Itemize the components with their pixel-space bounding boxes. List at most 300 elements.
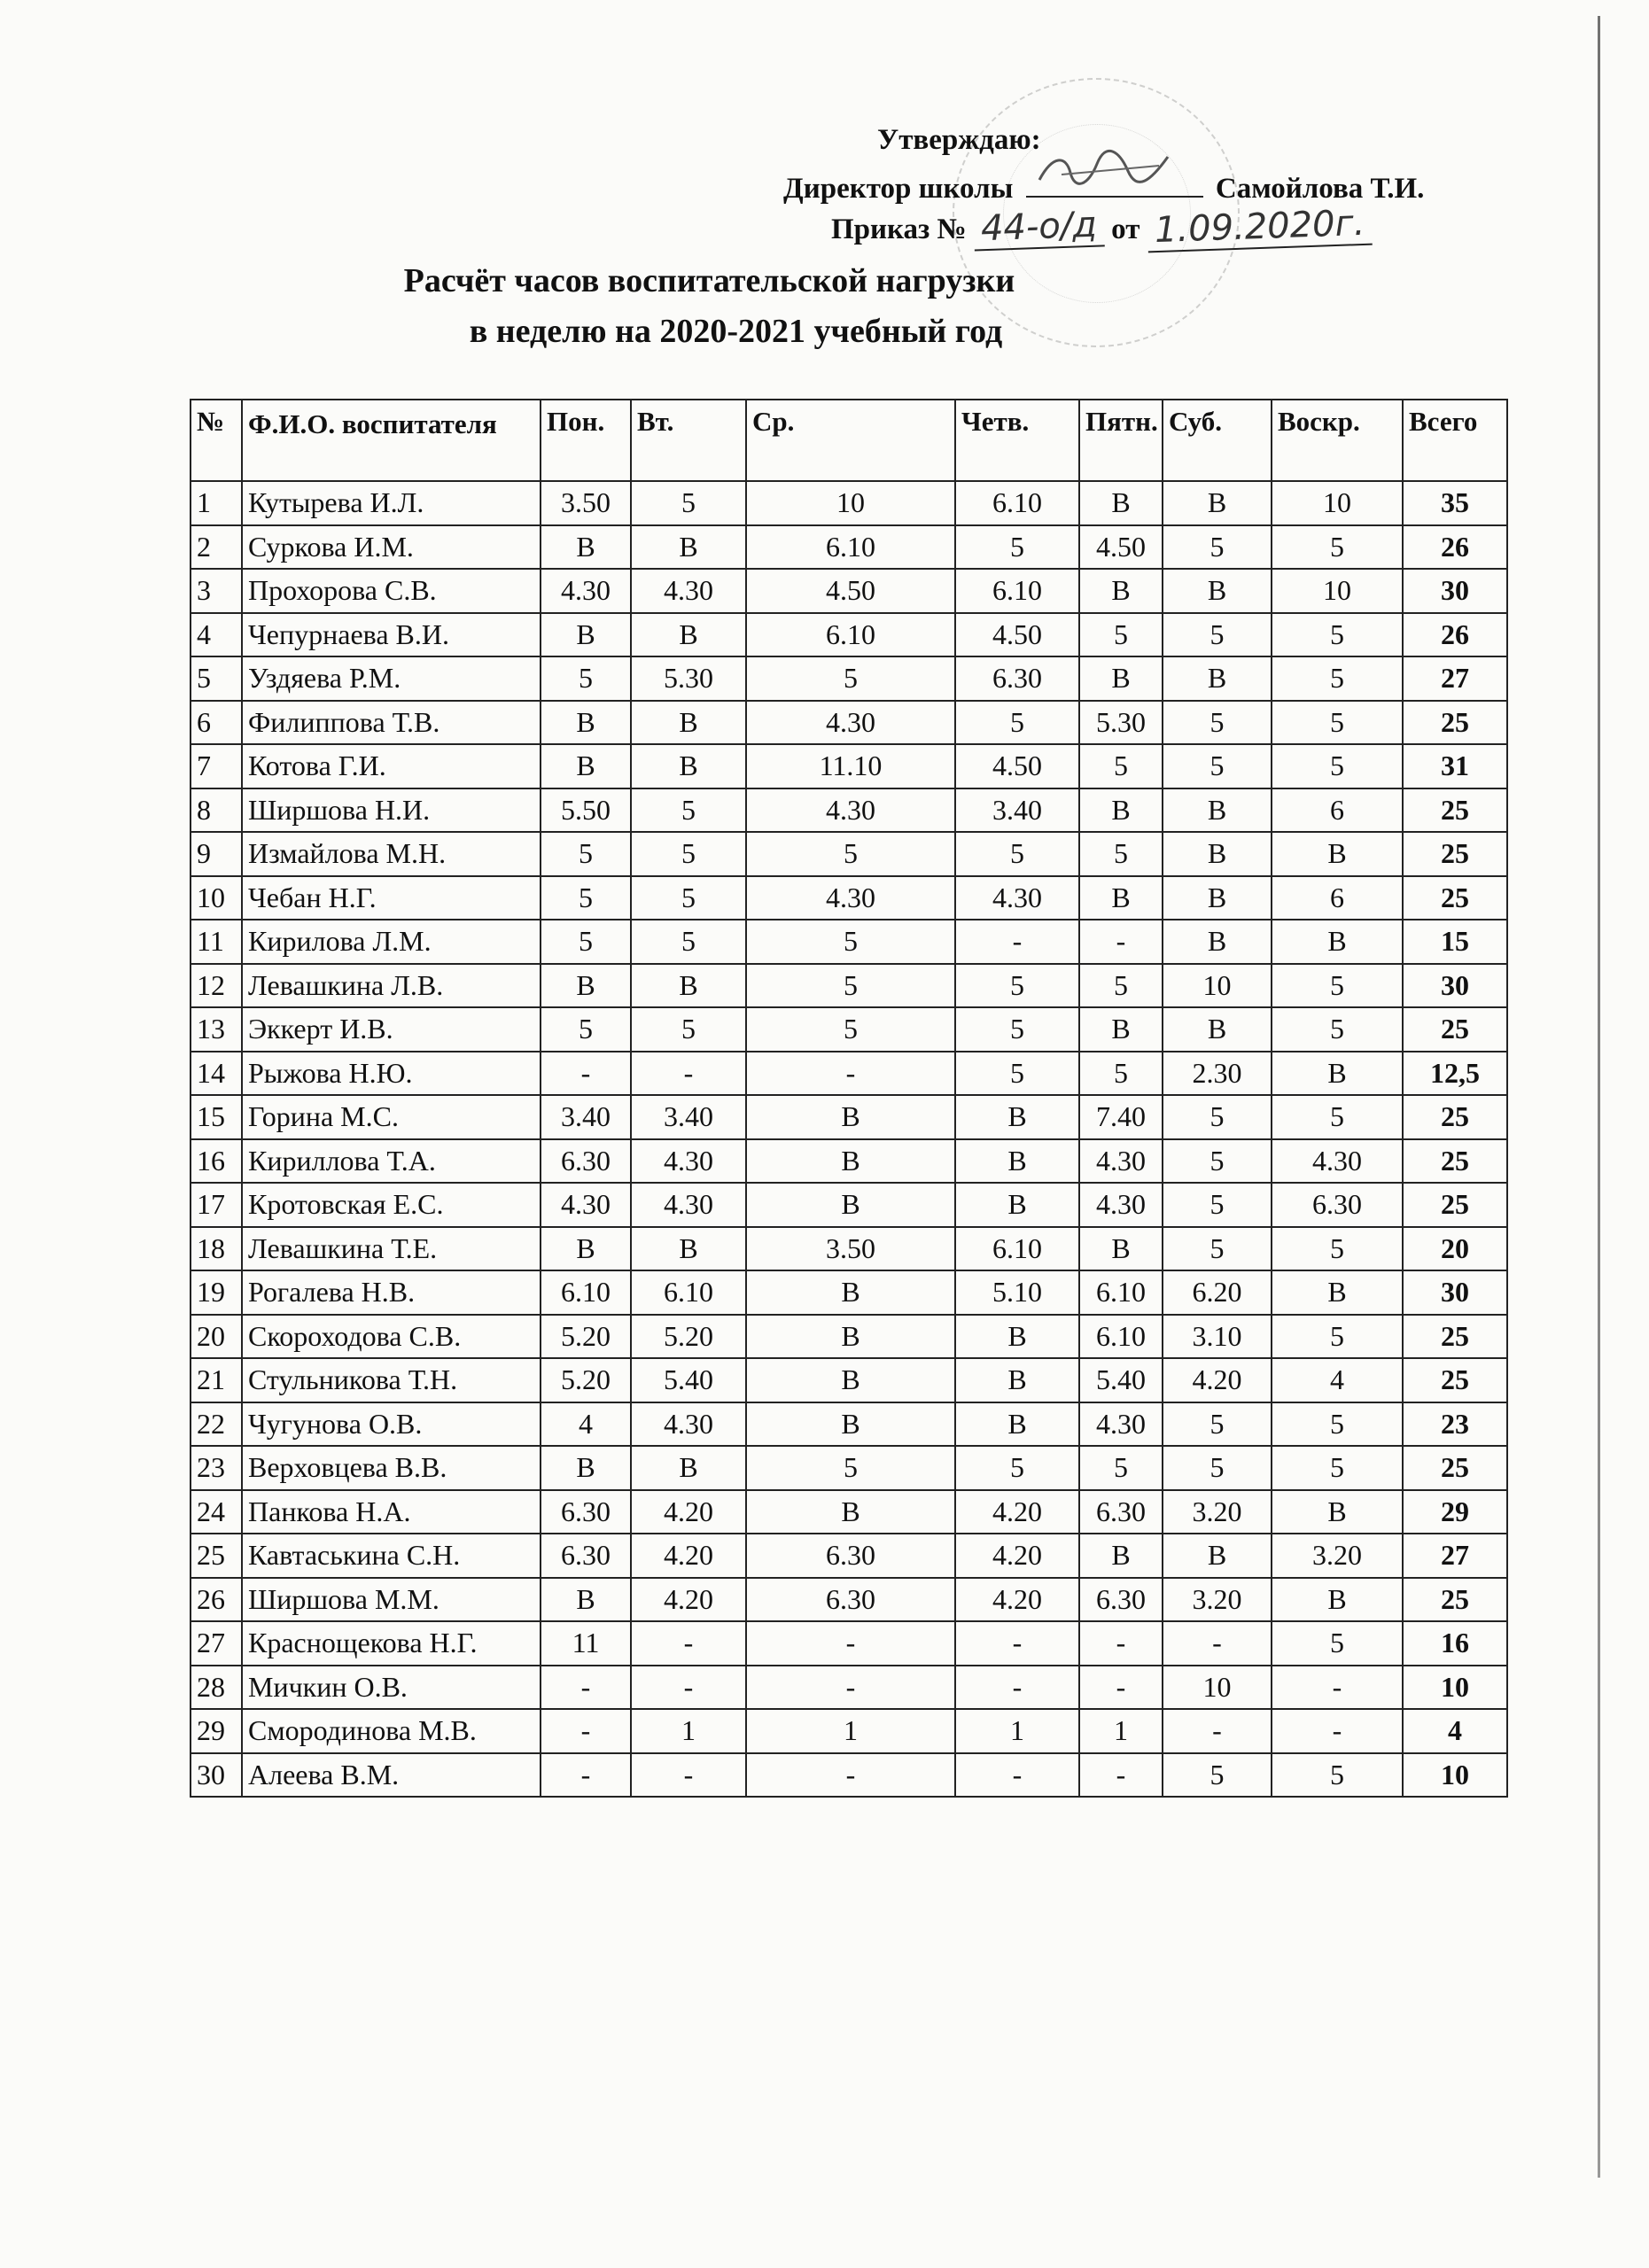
teacher-name: Алеева В.М. xyxy=(242,1753,541,1798)
teacher-name: Левашкина Л.В. xyxy=(242,964,541,1008)
header-name: Ф.И.О. воспитателя xyxy=(242,400,541,481)
tue-hours: 4.30 xyxy=(631,1402,746,1447)
mon-hours: В xyxy=(541,1227,631,1271)
table-row xyxy=(191,1139,1507,1184)
teacher-name: Мичкин О.В. xyxy=(242,1666,541,1710)
tue-hours: 5 xyxy=(631,481,746,525)
document-title-line1: Расчёт часов воспитательской нагрузки xyxy=(403,262,1015,299)
wed-hours: - xyxy=(746,1621,955,1666)
tue-hours: 4.30 xyxy=(631,1183,746,1227)
row-number: 26 xyxy=(191,1578,242,1622)
approval-order xyxy=(831,202,1372,252)
teacher-name: Кириллова Т.А. xyxy=(242,1139,541,1184)
table-row xyxy=(191,1052,1507,1096)
wed-hours: 5 xyxy=(746,964,955,1008)
wed-hours: 5 xyxy=(746,656,955,701)
header-num: № xyxy=(191,400,242,481)
sun-hours: 3.20 xyxy=(1272,1534,1403,1578)
row-number: 12 xyxy=(191,964,242,1008)
header-mon: Пон. xyxy=(541,400,631,481)
tue-hours: 5 xyxy=(631,1007,746,1052)
header-fri: Пятн. xyxy=(1079,400,1163,481)
table-row xyxy=(191,920,1507,964)
wed-hours: 4.30 xyxy=(746,701,955,745)
document-title-line2: в неделю на 2020-2021 учебный год xyxy=(469,313,1003,350)
sun-hours: 5 xyxy=(1272,1095,1403,1139)
mon-hours: 5 xyxy=(541,832,631,876)
fri-hours: 5.30 xyxy=(1079,701,1163,745)
mon-hours: В xyxy=(541,613,631,657)
sun-hours: 5 xyxy=(1272,1315,1403,1359)
sat-hours: 3.20 xyxy=(1163,1490,1272,1534)
wed-hours: 6.10 xyxy=(746,613,955,657)
teacher-name: Уздяева Р.М. xyxy=(242,656,541,701)
row-number: 22 xyxy=(191,1402,242,1447)
wed-hours: 1 xyxy=(746,1709,955,1753)
total-hours: 29 xyxy=(1403,1490,1507,1534)
sat-hours: 5 xyxy=(1163,613,1272,657)
sat-hours: В xyxy=(1163,656,1272,701)
thu-hours: 4.50 xyxy=(955,744,1079,788)
mon-hours: 4 xyxy=(541,1402,631,1447)
director-name: Самойлова Т.И. xyxy=(1215,173,1425,205)
total-hours: 4 xyxy=(1403,1709,1507,1753)
total-hours: 25 xyxy=(1403,1139,1507,1184)
teacher-name: Горина М.С. xyxy=(242,1095,541,1139)
thu-hours: 5 xyxy=(955,1007,1079,1052)
fri-hours: 4.30 xyxy=(1079,1139,1163,1184)
fri-hours: 6.10 xyxy=(1079,1315,1163,1359)
sun-hours: 5 xyxy=(1272,744,1403,788)
total-hours: 16 xyxy=(1403,1621,1507,1666)
wed-hours: - xyxy=(746,1666,955,1710)
fri-hours: 6.30 xyxy=(1079,1578,1163,1622)
tue-hours: - xyxy=(631,1052,746,1096)
sun-hours: 5 xyxy=(1272,656,1403,701)
tue-hours: 4.30 xyxy=(631,1139,746,1184)
sat-hours: 5 xyxy=(1163,1139,1272,1184)
tue-hours: 5.20 xyxy=(631,1315,746,1359)
sun-hours: В xyxy=(1272,1578,1403,1622)
signature-line xyxy=(1026,173,1203,198)
thu-hours: В xyxy=(955,1095,1079,1139)
table-row xyxy=(191,613,1507,657)
total-hours: 25 xyxy=(1403,1007,1507,1052)
tue-hours: В xyxy=(631,744,746,788)
fri-hours: В xyxy=(1079,1227,1163,1271)
row-number: 28 xyxy=(191,1666,242,1710)
sun-hours: В xyxy=(1272,920,1403,964)
fri-hours: В xyxy=(1079,656,1163,701)
thu-hours: 6.10 xyxy=(955,569,1079,613)
total-hours: 27 xyxy=(1403,1534,1507,1578)
thu-hours: 5 xyxy=(955,701,1079,745)
thu-hours: - xyxy=(955,1666,1079,1710)
wed-hours: 6.30 xyxy=(746,1578,955,1622)
row-number: 9 xyxy=(191,832,242,876)
tue-hours: В xyxy=(631,1446,746,1490)
tue-hours: - xyxy=(631,1621,746,1666)
tue-hours: 4.20 xyxy=(631,1578,746,1622)
sat-hours: 5 xyxy=(1163,525,1272,570)
total-hours: 26 xyxy=(1403,613,1507,657)
wed-hours: В xyxy=(746,1139,955,1184)
teacher-name: Стульникова Т.Н. xyxy=(242,1358,541,1402)
thu-hours: - xyxy=(955,1753,1079,1798)
table-row xyxy=(191,1534,1507,1578)
total-hours: 25 xyxy=(1403,1578,1507,1622)
row-number: 10 xyxy=(191,876,242,920)
teacher-name: Верховцева В.В. xyxy=(242,1446,541,1490)
sat-hours: В xyxy=(1163,920,1272,964)
total-hours: 25 xyxy=(1403,832,1507,876)
tue-hours: 3.40 xyxy=(631,1095,746,1139)
fri-hours: В xyxy=(1079,788,1163,833)
sat-hours: 5 xyxy=(1163,1753,1272,1798)
row-number: 14 xyxy=(191,1052,242,1096)
total-hours: 25 xyxy=(1403,788,1507,833)
header-total: Всего xyxy=(1403,400,1507,481)
sun-hours: 5 xyxy=(1272,1007,1403,1052)
sun-hours: 4.30 xyxy=(1272,1139,1403,1184)
fri-hours: 4.50 xyxy=(1079,525,1163,570)
teacher-name: Рогалева Н.В. xyxy=(242,1270,541,1315)
sun-hours: 4 xyxy=(1272,1358,1403,1402)
tue-hours: 6.10 xyxy=(631,1270,746,1315)
tue-hours: - xyxy=(631,1753,746,1798)
row-number: 20 xyxy=(191,1315,242,1359)
wed-hours: 5 xyxy=(746,920,955,964)
teacher-name: Чебан Н.Г. xyxy=(242,876,541,920)
wed-hours: В xyxy=(746,1095,955,1139)
total-hours: 15 xyxy=(1403,920,1507,964)
table-row xyxy=(191,744,1507,788)
tue-hours: 4.20 xyxy=(631,1490,746,1534)
wed-hours: В xyxy=(746,1183,955,1227)
mon-hours: 6.30 xyxy=(541,1534,631,1578)
table-row xyxy=(191,1621,1507,1666)
mon-hours: 3.40 xyxy=(541,1095,631,1139)
thu-hours: В xyxy=(955,1402,1079,1447)
tue-hours: В xyxy=(631,964,746,1008)
thu-hours: В xyxy=(955,1358,1079,1402)
fri-hours: 5 xyxy=(1079,744,1163,788)
mon-hours: 4.30 xyxy=(541,569,631,613)
sat-hours: 3.20 xyxy=(1163,1578,1272,1622)
total-hours: 10 xyxy=(1403,1753,1507,1798)
mon-hours: 5 xyxy=(541,876,631,920)
wed-hours: 3.50 xyxy=(746,1227,955,1271)
total-hours: 20 xyxy=(1403,1227,1507,1271)
workload-table xyxy=(190,399,1508,1798)
sat-hours: 5 xyxy=(1163,744,1272,788)
teacher-name: Котова Г.И. xyxy=(242,744,541,788)
row-number: 15 xyxy=(191,1095,242,1139)
row-number: 16 xyxy=(191,1139,242,1184)
table-row xyxy=(191,1007,1507,1052)
wed-hours: В xyxy=(746,1358,955,1402)
sun-hours: 5 xyxy=(1272,1753,1403,1798)
thu-hours: 5 xyxy=(955,1446,1079,1490)
tue-hours: - xyxy=(631,1666,746,1710)
table-row xyxy=(191,1095,1507,1139)
order-number: 44-о/д xyxy=(973,204,1105,251)
table-row xyxy=(191,1753,1507,1798)
sat-hours: 2.30 xyxy=(1163,1052,1272,1096)
sun-hours: 10 xyxy=(1272,569,1403,613)
mon-hours: 5.50 xyxy=(541,788,631,833)
mon-hours: 6.30 xyxy=(541,1139,631,1184)
teacher-name: Ширшова М.М. xyxy=(242,1578,541,1622)
mon-hours: 3.50 xyxy=(541,481,631,525)
tue-hours: В xyxy=(631,1227,746,1271)
wed-hours: - xyxy=(746,1753,955,1798)
mon-hours: В xyxy=(541,1578,631,1622)
thu-hours: 4.30 xyxy=(955,876,1079,920)
thu-hours: 1 xyxy=(955,1709,1079,1753)
fri-hours: - xyxy=(1079,1753,1163,1798)
sat-hours: - xyxy=(1163,1621,1272,1666)
total-hours: 25 xyxy=(1403,1446,1507,1490)
thu-hours: 5 xyxy=(955,964,1079,1008)
mon-hours: 5 xyxy=(541,656,631,701)
tue-hours: 5.40 xyxy=(631,1358,746,1402)
fri-hours: 5 xyxy=(1079,832,1163,876)
row-number: 25 xyxy=(191,1534,242,1578)
row-number: 8 xyxy=(191,788,242,833)
mon-hours: 5 xyxy=(541,1007,631,1052)
sat-hours: В xyxy=(1163,788,1272,833)
wed-hours: 4.30 xyxy=(746,876,955,920)
tue-hours: 4.20 xyxy=(631,1534,746,1578)
teacher-name: Панкова Н.А. xyxy=(242,1490,541,1534)
fri-hours: 1 xyxy=(1079,1709,1163,1753)
mon-hours: - xyxy=(541,1052,631,1096)
order-from-label: от xyxy=(1111,214,1140,245)
teacher-name: Кротовская Е.С. xyxy=(242,1183,541,1227)
sun-hours: 5 xyxy=(1272,1621,1403,1666)
table-row xyxy=(191,701,1507,745)
sun-hours: В xyxy=(1272,832,1403,876)
total-hours: 30 xyxy=(1403,1270,1507,1315)
wed-hours: 6.10 xyxy=(746,525,955,570)
row-number: 2 xyxy=(191,525,242,570)
tue-hours: 4.30 xyxy=(631,569,746,613)
total-hours: 30 xyxy=(1403,569,1507,613)
total-hours: 27 xyxy=(1403,656,1507,701)
sun-hours: 6.30 xyxy=(1272,1183,1403,1227)
sun-hours: 5 xyxy=(1272,1227,1403,1271)
total-hours: 12,5 xyxy=(1403,1052,1507,1096)
thu-hours: 5 xyxy=(955,1052,1079,1096)
wed-hours: В xyxy=(746,1402,955,1447)
mon-hours: 5.20 xyxy=(541,1315,631,1359)
row-number: 29 xyxy=(191,1709,242,1753)
table-row xyxy=(191,1578,1507,1622)
tue-hours: 5 xyxy=(631,920,746,964)
table-header-row xyxy=(191,400,1507,481)
table-row xyxy=(191,1315,1507,1359)
total-hours: 25 xyxy=(1403,701,1507,745)
mon-hours: - xyxy=(541,1666,631,1710)
fri-hours: В xyxy=(1079,1007,1163,1052)
thu-hours: В xyxy=(955,1315,1079,1359)
row-number: 27 xyxy=(191,1621,242,1666)
total-hours: 25 xyxy=(1403,1358,1507,1402)
header-thu: Четв. xyxy=(955,400,1079,481)
sat-hours: В xyxy=(1163,1007,1272,1052)
approval-director xyxy=(783,173,1424,206)
total-hours: 31 xyxy=(1403,744,1507,788)
table-row xyxy=(191,1402,1507,1447)
tue-hours: 1 xyxy=(631,1709,746,1753)
wed-hours: В xyxy=(746,1490,955,1534)
table-row xyxy=(191,832,1507,876)
sat-hours: 5 xyxy=(1163,1402,1272,1447)
row-number: 30 xyxy=(191,1753,242,1798)
thu-hours: В xyxy=(955,1183,1079,1227)
table-row xyxy=(191,1490,1507,1534)
teacher-name: Смородинова М.В. xyxy=(242,1709,541,1753)
teacher-name: Прохорова С.В. xyxy=(242,569,541,613)
row-number: 19 xyxy=(191,1270,242,1315)
order-label: Приказ № xyxy=(831,214,967,245)
teacher-name: Эккерт И.В. xyxy=(242,1007,541,1052)
total-hours: 25 xyxy=(1403,1315,1507,1359)
table-row xyxy=(191,788,1507,833)
mon-hours: - xyxy=(541,1709,631,1753)
row-number: 13 xyxy=(191,1007,242,1052)
approval-title: Утверждаю: xyxy=(877,124,1041,156)
row-number: 5 xyxy=(191,656,242,701)
sat-hours: В xyxy=(1163,1534,1272,1578)
table-row xyxy=(191,1709,1507,1753)
row-number: 3 xyxy=(191,569,242,613)
thu-hours: - xyxy=(955,1621,1079,1666)
wed-hours: 4.50 xyxy=(746,569,955,613)
header-sun: Воскр. xyxy=(1272,400,1403,481)
teacher-name: Краснощекова Н.Г. xyxy=(242,1621,541,1666)
fri-hours: 6.30 xyxy=(1079,1490,1163,1534)
sat-hours: 4.20 xyxy=(1163,1358,1272,1402)
total-hours: 30 xyxy=(1403,964,1507,1008)
sat-hours: 5 xyxy=(1163,1446,1272,1490)
mon-hours: В xyxy=(541,744,631,788)
teacher-name: Чугунова О.В. xyxy=(242,1402,541,1447)
row-number: 11 xyxy=(191,920,242,964)
wed-hours: В xyxy=(746,1315,955,1359)
mon-hours: 6.30 xyxy=(541,1490,631,1534)
table-row xyxy=(191,656,1507,701)
fri-hours: 4.30 xyxy=(1079,1402,1163,1447)
thu-hours: - xyxy=(955,920,1079,964)
table-row xyxy=(191,1666,1507,1710)
sun-hours: В xyxy=(1272,1490,1403,1534)
wed-hours: 4.30 xyxy=(746,788,955,833)
table-row xyxy=(191,964,1507,1008)
signature-scribble xyxy=(1035,146,1177,190)
sun-hours: - xyxy=(1272,1709,1403,1753)
fri-hours: В xyxy=(1079,481,1163,525)
thu-hours: 4.20 xyxy=(955,1534,1079,1578)
mon-hours: - xyxy=(541,1753,631,1798)
teacher-name: Левашкина Т.Е. xyxy=(242,1227,541,1271)
header-wed: Ср. xyxy=(746,400,955,481)
mon-hours: 5 xyxy=(541,920,631,964)
wed-hours: 11.10 xyxy=(746,744,955,788)
scan-edge-line xyxy=(1598,16,1600,2178)
tue-hours: 5 xyxy=(631,832,746,876)
total-hours: 25 xyxy=(1403,1183,1507,1227)
sun-hours: 5 xyxy=(1272,964,1403,1008)
thu-hours: 6.10 xyxy=(955,481,1079,525)
wed-hours: 5 xyxy=(746,1446,955,1490)
table-row xyxy=(191,569,1507,613)
wed-hours: - xyxy=(746,1052,955,1096)
total-hours: 25 xyxy=(1403,1095,1507,1139)
fri-hours: - xyxy=(1079,1666,1163,1710)
teacher-name: Скороходова С.В. xyxy=(242,1315,541,1359)
table-row xyxy=(191,1270,1507,1315)
table-row xyxy=(191,525,1507,570)
teacher-name: Кавтаськина С.Н. xyxy=(242,1534,541,1578)
mon-hours: В xyxy=(541,525,631,570)
sat-hours: 10 xyxy=(1163,1666,1272,1710)
row-number: 1 xyxy=(191,481,242,525)
sat-hours: 5 xyxy=(1163,701,1272,745)
table-row xyxy=(191,876,1507,920)
total-hours: 26 xyxy=(1403,525,1507,570)
total-hours: 10 xyxy=(1403,1666,1507,1710)
total-hours: 35 xyxy=(1403,481,1507,525)
fri-hours: 6.10 xyxy=(1079,1270,1163,1315)
thu-hours: 5 xyxy=(955,525,1079,570)
table-row xyxy=(191,1227,1507,1271)
fri-hours: - xyxy=(1079,1621,1163,1666)
mon-hours: 4.30 xyxy=(541,1183,631,1227)
tue-hours: 5 xyxy=(631,876,746,920)
header-sat: Суб. xyxy=(1163,400,1272,481)
sat-hours: В xyxy=(1163,569,1272,613)
sat-hours: 10 xyxy=(1163,964,1272,1008)
tue-hours: В xyxy=(631,525,746,570)
table-row xyxy=(191,1358,1507,1402)
fri-hours: 4.30 xyxy=(1079,1183,1163,1227)
teacher-name: Измайлова М.Н. xyxy=(242,832,541,876)
sat-hours: В xyxy=(1163,832,1272,876)
teacher-name: Рыжова Н.Ю. xyxy=(242,1052,541,1096)
teacher-name: Филиппова Т.В. xyxy=(242,701,541,745)
fri-hours: 5 xyxy=(1079,1446,1163,1490)
sat-hours: - xyxy=(1163,1709,1272,1753)
wed-hours: 6.30 xyxy=(746,1534,955,1578)
sun-hours: 5 xyxy=(1272,1402,1403,1447)
row-number: 17 xyxy=(191,1183,242,1227)
thu-hours: 6.10 xyxy=(955,1227,1079,1271)
fri-hours: 5.40 xyxy=(1079,1358,1163,1402)
sat-hours: В xyxy=(1163,481,1272,525)
sun-hours: 5 xyxy=(1272,701,1403,745)
wed-hours: 5 xyxy=(746,1007,955,1052)
sat-hours: 5 xyxy=(1163,1183,1272,1227)
tue-hours: 5 xyxy=(631,788,746,833)
fri-hours: В xyxy=(1079,876,1163,920)
mon-hours: 5.20 xyxy=(541,1358,631,1402)
teacher-name: Ширшова Н.И. xyxy=(242,788,541,833)
teacher-name: Кутырева И.Л. xyxy=(242,481,541,525)
wed-hours: 5 xyxy=(746,832,955,876)
table-row xyxy=(191,1446,1507,1490)
